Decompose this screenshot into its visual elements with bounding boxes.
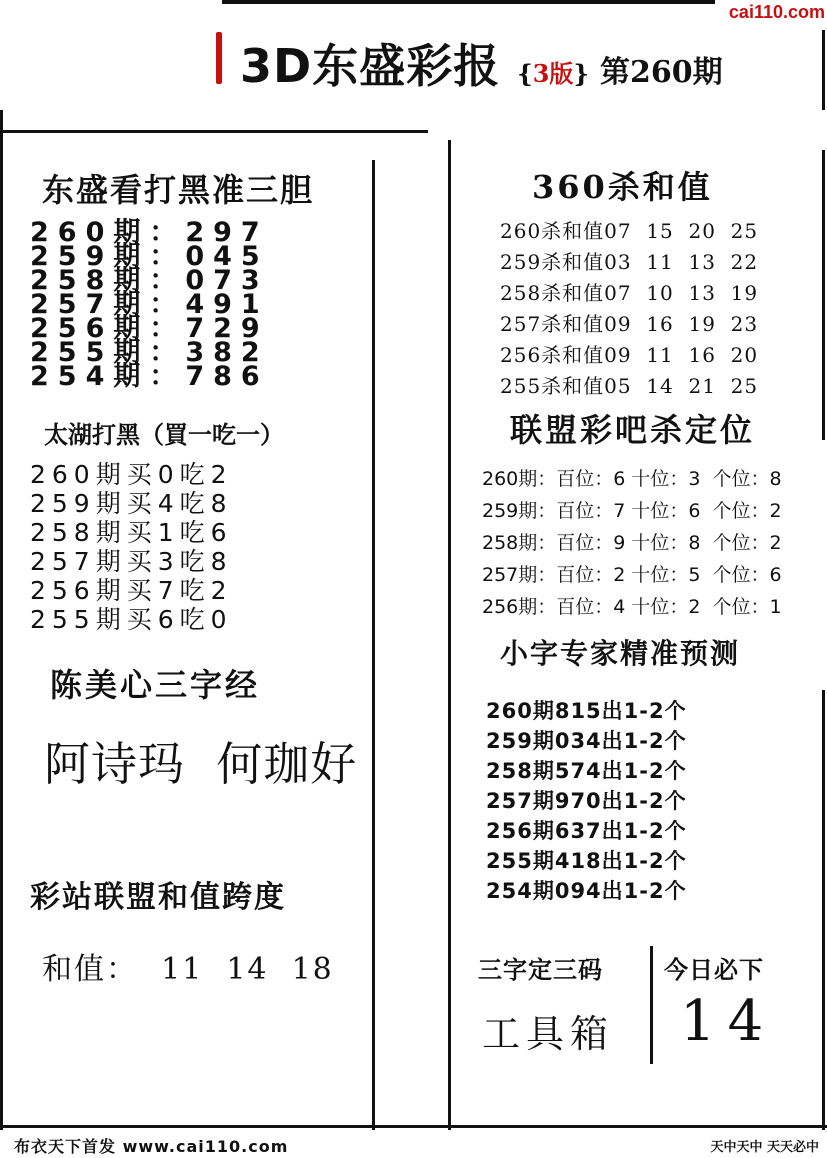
lianmeng-section	[470, 405, 820, 623]
taihu-list	[30, 460, 370, 634]
list-item: 258期574出1-2个	[486, 759, 687, 783]
header-right-rule	[822, 30, 825, 110]
list-item: 257期买3吃8	[30, 547, 233, 576]
dongsheng-section	[30, 165, 370, 392]
list-item: 255期：382	[30, 337, 269, 368]
jinri-section	[662, 950, 820, 1054]
center-rule	[372, 160, 375, 1130]
sha-hezhi-section	[470, 162, 820, 402]
list-item: 260期买0吃2	[30, 460, 233, 489]
xiaozi-title: 小字专家精准预测	[500, 637, 741, 670]
list-item: 255杀和值05 14 21 25	[500, 374, 759, 398]
list-item: 259杀和值03 11 13 22	[500, 250, 759, 274]
list-item: 257期970出1-2个	[486, 789, 687, 813]
bottom-rule	[0, 1125, 827, 1128]
sanzi-section	[472, 950, 647, 1058]
list-item: 260期：百位：6 十位：3 个位：8	[482, 468, 782, 490]
list-item: 255期买6吃0	[30, 605, 233, 634]
header-red-mark	[216, 32, 222, 84]
list-item: 257期：百位：2 十位：5 个位：6	[482, 564, 782, 586]
list-item: 257期：491	[30, 289, 269, 320]
masthead: 3D东盛彩报 {3版} 第260期	[240, 39, 723, 93]
list-item: 256杀和值09 11 16 20	[500, 343, 759, 367]
list-item: 258期买1吃6	[30, 518, 233, 547]
xiaozi-section	[470, 632, 820, 906]
list-item: 254期：786	[30, 361, 269, 392]
dongsheng-list	[30, 217, 370, 392]
right-outer-rule	[822, 150, 825, 440]
sanzi-value: 工具箱	[482, 1012, 615, 1056]
jinri-title: 今日必下	[664, 956, 764, 984]
list-item: 257杀和值09 16 19 23	[500, 312, 759, 336]
list-item: 256期买7吃2	[30, 576, 233, 605]
list-item: 258期：百位：9 十位：8 个位：2	[482, 532, 782, 554]
lianmeng-title: 联盟彩吧杀定位	[510, 411, 756, 449]
footer-right: 天中天中 天天必中	[710, 1140, 819, 1155]
chenmeixin-title: 陈美心三字经	[50, 666, 261, 704]
list-item: 259期034出1-2个	[486, 729, 687, 753]
list-item: 260期815出1-2个	[486, 699, 687, 723]
caizhan-title: 彩站联盟和值跨度	[30, 880, 286, 915]
list-item: 260杀和值07 15 20 25	[500, 219, 759, 243]
center-rule-2	[448, 140, 451, 1130]
taihu-section	[30, 415, 370, 634]
taihu-title: 太湖打黑（買一吃一）	[44, 421, 284, 449]
lianmeng-list	[482, 463, 820, 623]
caizhan-section	[30, 872, 370, 988]
site-badge: cai110.com	[718, 0, 827, 26]
list-item: 255期418出1-2个	[486, 849, 687, 873]
list-item: 258期：073	[30, 265, 269, 296]
jinri-value: 14	[680, 989, 776, 1054]
right-outer-rule-2	[822, 690, 825, 1130]
list-item: 260期：297	[30, 217, 269, 248]
chenmeixin-section	[30, 660, 370, 794]
list-item: 256期：729	[30, 313, 269, 344]
sha-hezhi-list	[500, 216, 820, 402]
footer-left: 布衣天下首发 www.cai110.com	[14, 1137, 289, 1156]
chenmeixin-names: 阿诗玛 何珈好	[44, 737, 358, 791]
edition-label: 3版	[532, 59, 574, 88]
xiaozi-list	[486, 696, 820, 906]
list-item: 259期买4吃8	[30, 489, 233, 518]
dongsheng-title: 东盛看打黑准三胆	[42, 171, 315, 209]
page-title: 3D东盛彩报	[240, 39, 501, 93]
caizhan-hezhi: 和值： 11 14 18	[42, 952, 334, 987]
list-item: 259期：百位：7 十位：6 个位：2	[482, 500, 782, 522]
left-outer-rule	[0, 110, 3, 1130]
list-item: 259期：045	[30, 241, 269, 272]
left-top-rule	[0, 130, 428, 133]
list-item: 256期637出1-2个	[486, 819, 687, 843]
header-top-rule	[222, 0, 715, 4]
list-item: 256期：百位：4 十位：2 个位：1	[482, 596, 782, 618]
sha-hezhi-title: 360杀和值	[532, 168, 713, 206]
issue-number: 第260期	[599, 55, 723, 90]
sanzi-divider	[650, 946, 653, 1064]
list-item: 254期094出1-2个	[486, 879, 687, 903]
sanzi-title: 三字定三码	[478, 956, 603, 984]
list-item: 258杀和值07 10 13 19	[500, 281, 759, 305]
